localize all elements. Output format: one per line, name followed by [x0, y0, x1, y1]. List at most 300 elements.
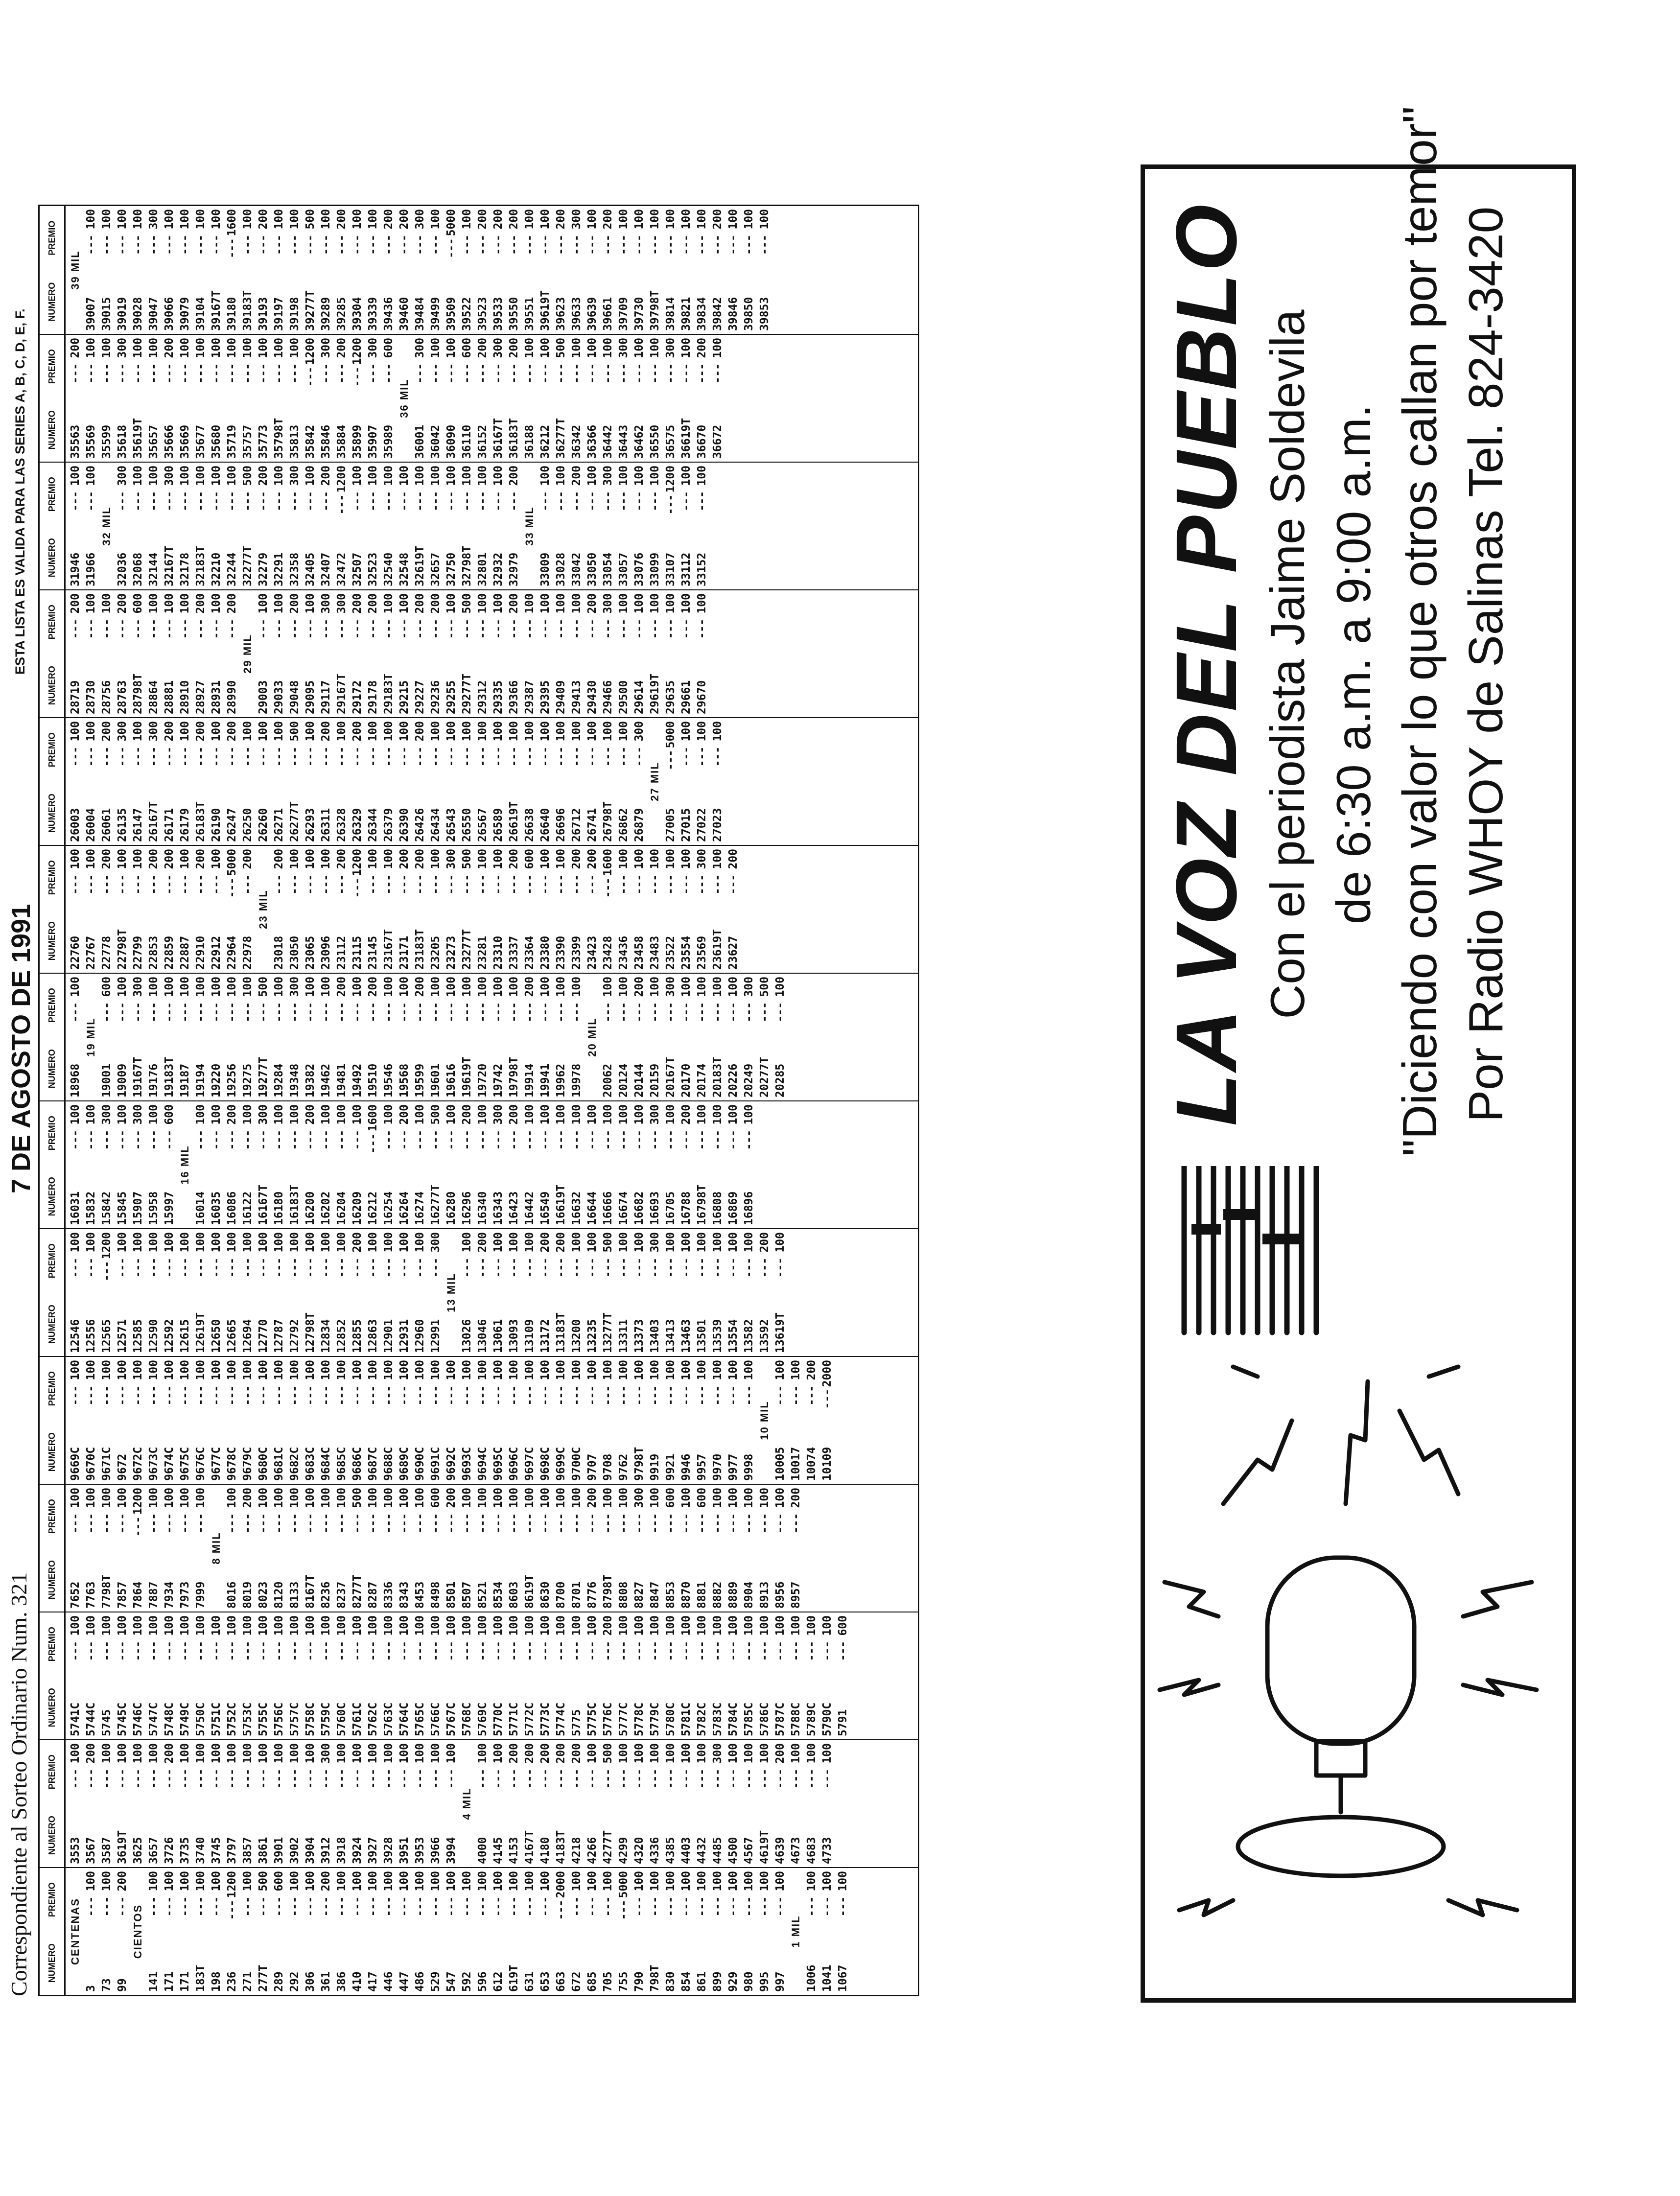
- prize-amount: 100: [586, 1232, 599, 1253]
- prize-amount: 600: [523, 849, 536, 869]
- row-separator: ---: [85, 1385, 97, 1406]
- ticket-number: 23436: [617, 935, 630, 970]
- ticket-number: 705: [602, 1971, 614, 1992]
- ticket-number: 28910: [179, 680, 191, 714]
- ticket-number: 28881: [163, 680, 176, 714]
- prize-amount: 100: [680, 209, 693, 230]
- ticket-number: 39047: [147, 297, 160, 331]
- ticket-number: 3567: [85, 1837, 97, 1864]
- row-separator: ---: [539, 1002, 552, 1023]
- result-row: [616, 1615, 631, 1736]
- prize-amount: 100: [179, 338, 191, 358]
- result-row: [381, 593, 397, 714]
- result-row: [193, 1871, 209, 1992]
- prize-amount: 200: [194, 849, 207, 869]
- result-row: [68, 338, 83, 459]
- ticket-number: 36188: [523, 424, 536, 459]
- ticket-number: 8853: [664, 1581, 677, 1609]
- row-separator: ---: [696, 1896, 708, 1917]
- ticket-number: 35798T: [273, 418, 285, 459]
- result-row: [209, 1232, 224, 1353]
- result-row: [318, 1743, 334, 1864]
- prize-amount: 100: [508, 1360, 520, 1380]
- group-heading: [647, 721, 663, 842]
- result-row: [303, 721, 318, 842]
- prize-amount: 100: [476, 593, 489, 614]
- prize-amount: 100: [821, 1871, 834, 1892]
- prize-amount: 200: [398, 209, 411, 230]
- result-row: [177, 1360, 193, 1481]
- result-row: [162, 721, 177, 842]
- prize-amount: 100: [147, 977, 160, 997]
- ticket-number: 8827: [633, 1581, 646, 1609]
- prize-amount: 100: [539, 1615, 552, 1636]
- ticket-number: 12556: [85, 1319, 97, 1353]
- prize-amount: 100: [132, 1360, 144, 1380]
- row-separator: ---: [555, 1002, 567, 1023]
- ticket-number: 39523: [476, 297, 489, 331]
- group-heading-label: 16 MIL: [179, 1145, 191, 1185]
- prize-amount: 100: [367, 1488, 379, 1508]
- prize-amount: 300: [320, 1743, 332, 1764]
- ticket-number: 16340: [476, 1191, 489, 1225]
- group-heading-label: 13 MIL: [445, 1273, 457, 1312]
- ticket-number: 26390: [398, 808, 411, 842]
- prize-amount: 200: [492, 209, 505, 230]
- ticket-number: 854: [680, 1971, 693, 1992]
- group-heading-label: 8 MIL: [210, 1532, 222, 1565]
- result-row: [224, 1615, 240, 1736]
- prize-amount: 100: [414, 1488, 426, 1508]
- prize-amount: 100: [69, 1104, 82, 1125]
- ticket-number: 39460: [398, 297, 411, 331]
- ticket-number: 3740: [194, 1837, 207, 1864]
- prize-amount: 100: [743, 1104, 755, 1125]
- prize-amount: 100: [774, 1232, 787, 1253]
- prize-amount: 200: [163, 1743, 176, 1764]
- prize-amount: 100: [555, 593, 567, 614]
- prize-amount: 100: [335, 1488, 348, 1508]
- prize-amount: 100: [461, 1360, 473, 1380]
- ticket-number: 5788C: [790, 1702, 802, 1736]
- group-heading: [209, 1488, 224, 1609]
- header-number-label: NUMERO: [47, 1560, 57, 1600]
- prize-amount: 100: [116, 1232, 129, 1253]
- ticket-number: 32540: [382, 552, 395, 586]
- result-row: [600, 1232, 616, 1353]
- row-separator: ---: [586, 618, 599, 639]
- prize-amount: 100: [696, 209, 708, 230]
- prize-amount: 100: [445, 466, 458, 486]
- row-separator: ---: [288, 1385, 301, 1406]
- prize-amount: 100: [382, 1104, 395, 1125]
- ticket-number: 5789C: [805, 1702, 818, 1736]
- row-separator: ---: [194, 1385, 207, 1406]
- row-separator: ---: [116, 1257, 129, 1278]
- prize-amount: 100: [351, 466, 364, 486]
- prize-amount: 100: [194, 977, 207, 997]
- ticket-number: 26171: [163, 808, 176, 842]
- prize-amount: 200: [163, 849, 176, 869]
- prize-amount: 100: [508, 1488, 520, 1508]
- row-separator: ---: [429, 1129, 442, 1150]
- row-separator: ---: [288, 1768, 301, 1789]
- ticket-number: 26640: [539, 808, 552, 842]
- result-row: [350, 338, 365, 459]
- result-row: [443, 593, 459, 714]
- ticket-number: 755: [617, 1971, 630, 1992]
- ticket-number: 7973: [179, 1581, 191, 1609]
- ticket-number: 16619T: [555, 1184, 567, 1225]
- prize-amount: 100: [288, 338, 301, 358]
- group-heading: [68, 1871, 83, 1992]
- row-separator: ---: [116, 363, 129, 384]
- result-row: [287, 338, 303, 459]
- prize-amount: 100: [241, 1743, 254, 1764]
- row-separator: ---: [241, 363, 254, 384]
- prize-amount: 200: [790, 1488, 802, 1508]
- prize-amount: 200: [523, 977, 536, 997]
- prize-amount: 100: [649, 1488, 661, 1508]
- ticket-number: 5783C: [711, 1702, 724, 1736]
- result-row: [162, 1360, 177, 1481]
- result-row: [318, 721, 334, 842]
- ticket-number: 39846: [727, 297, 740, 331]
- result-row: [459, 721, 475, 842]
- result-row: [835, 1615, 851, 1736]
- row-separator: ---: [382, 1768, 395, 1789]
- row-separator: ---: [367, 491, 379, 512]
- row-separator: ---: [664, 749, 677, 771]
- prize-amount: 200: [711, 209, 724, 230]
- prize-amount: 100: [461, 721, 473, 742]
- row-separator: ---: [461, 491, 473, 512]
- results-table: [38, 205, 919, 1996]
- ticket-number: 39007: [85, 297, 97, 331]
- row-separator: ---: [492, 1640, 505, 1661]
- result-row: [397, 1871, 412, 1992]
- row-separator: ---: [69, 1002, 82, 1023]
- ticket-number: 20285: [774, 1063, 787, 1098]
- row-separator: ---: [210, 1002, 223, 1023]
- ticket-number: 5769C: [476, 1702, 489, 1736]
- row-separator: ---: [523, 363, 536, 384]
- ticket-number: 22799: [132, 935, 144, 970]
- result-row: [569, 1488, 584, 1609]
- prize-amount: 100: [461, 1615, 473, 1636]
- prize-amount: 300: [257, 1104, 270, 1125]
- row-separator: ---: [382, 1385, 395, 1406]
- result-row: [209, 721, 224, 842]
- result-row: [365, 977, 381, 1098]
- row-separator: ---: [273, 1896, 285, 1917]
- row-separator: ---: [241, 746, 254, 767]
- ticket-number: 15842: [100, 1191, 113, 1225]
- ticket-number: 23364: [523, 935, 536, 970]
- result-row: [804, 1615, 819, 1736]
- result-row: [694, 721, 710, 842]
- row-separator: ---: [179, 1002, 191, 1023]
- row-separator: ---: [508, 491, 520, 512]
- ticket-number: 23423: [586, 935, 599, 970]
- result-row: [287, 1743, 303, 1864]
- result-row: [350, 977, 365, 1098]
- ticket-number: 35907: [367, 424, 379, 459]
- ticket-number: 99: [116, 1978, 129, 1992]
- result-row: [537, 466, 553, 586]
- result-row: [193, 1360, 209, 1481]
- result-row: [459, 593, 475, 714]
- prize-amount: 100: [492, 1488, 505, 1508]
- result-row: [412, 1615, 428, 1736]
- row-separator: ---: [367, 1257, 379, 1278]
- ticket-number: 198: [210, 1971, 223, 1992]
- prize-amount: 100: [335, 1871, 348, 1892]
- result-row: [569, 721, 584, 842]
- result-row: [616, 593, 631, 714]
- prize-amount: 200: [633, 977, 646, 997]
- row-separator: ---: [586, 1896, 599, 1917]
- prize-amount: 100: [429, 721, 442, 742]
- row-separator: ---: [696, 1257, 708, 1278]
- row-separator: ---: [476, 1129, 489, 1150]
- row-separator: ---: [132, 491, 144, 512]
- row-separator: ---: [351, 491, 364, 512]
- result-row: [757, 1615, 772, 1736]
- result-row: [428, 1104, 443, 1225]
- row-separator: ---: [85, 363, 97, 384]
- result-row: [224, 1871, 240, 1992]
- row-separator: ---: [351, 1768, 364, 1789]
- ticket-number: 23171: [398, 935, 411, 970]
- row-separator: ---: [633, 363, 646, 384]
- prize-amount: 5000: [226, 849, 238, 876]
- prize-amount: 100: [649, 466, 661, 486]
- result-row: [804, 1743, 819, 1864]
- row-separator: ---: [210, 1640, 223, 1661]
- ticket-number: 3994: [445, 1837, 458, 1864]
- result-row: [741, 1488, 757, 1609]
- prize-amount: 100: [288, 1104, 301, 1125]
- prize-amount: 100: [805, 1615, 818, 1636]
- row-separator: ---: [241, 1896, 254, 1917]
- ticket-number: 36277T: [555, 418, 567, 459]
- ticket-number: 16296: [461, 1191, 473, 1225]
- prize-amount: 100: [194, 338, 207, 358]
- result-row: [318, 1488, 334, 1609]
- row-separator: ---: [539, 1896, 552, 1917]
- row-separator: ---: [649, 1768, 661, 1789]
- prize-amount: 100: [210, 1104, 223, 1125]
- prize-amount: 200: [335, 977, 348, 997]
- prize-amount: 100: [492, 1615, 505, 1636]
- row-separator: ---: [555, 1385, 567, 1406]
- ticket-number: 4277T: [602, 1830, 614, 1864]
- prize-amount: 100: [382, 1743, 395, 1764]
- ticket-number: 20124: [617, 1063, 630, 1098]
- result-row: [83, 593, 99, 714]
- ticket-number: 8619T: [523, 1574, 536, 1609]
- row-separator: ---: [602, 1640, 614, 1661]
- result-row: [287, 1104, 303, 1225]
- ticket-number: 9697C: [523, 1447, 536, 1481]
- row-separator: ---: [570, 1640, 583, 1661]
- row-separator: ---: [523, 618, 536, 639]
- prize-amount: 100: [382, 977, 395, 997]
- prize-amount: 100: [445, 1360, 458, 1380]
- result-row: [68, 977, 83, 1098]
- result-row: [647, 466, 663, 586]
- prize-amount: 100: [414, 1360, 426, 1380]
- prize-amount: 100: [445, 593, 458, 614]
- prize-amount: 100: [414, 1743, 426, 1764]
- result-row: [537, 849, 553, 970]
- result-row: [631, 466, 647, 586]
- row-separator: ---: [696, 746, 708, 767]
- row-separator: ---: [194, 618, 207, 639]
- row-separator: ---: [69, 491, 82, 512]
- prize-amount: 100: [539, 977, 552, 997]
- row-separator: ---: [555, 491, 567, 512]
- row-separator: ---: [570, 618, 583, 639]
- row-separator: ---: [194, 874, 207, 895]
- row-separator: ---: [727, 1385, 740, 1406]
- ticket-number: 39814: [664, 297, 677, 331]
- result-row: [240, 977, 256, 1098]
- ticket-number: 23627: [727, 935, 740, 970]
- ticket-number: 306: [304, 1971, 317, 1992]
- prize-amount: 300: [711, 1743, 724, 1764]
- ticket-number: 861: [696, 1971, 708, 1992]
- ticket-number: 26147: [132, 808, 144, 842]
- group-heading-label: 36 MIL: [398, 378, 410, 418]
- row-separator: ---: [758, 234, 771, 255]
- ticket-number: 19599: [414, 1063, 426, 1098]
- prize-amount: 200: [351, 1232, 364, 1253]
- ticket-number: 4218: [570, 1837, 583, 1864]
- row-separator: ---: [429, 874, 442, 895]
- ticket-number: 271: [241, 1971, 254, 1992]
- ticket-number: 36152: [476, 424, 489, 459]
- ticket-number: 3587: [100, 1837, 113, 1864]
- row-separator: ---: [116, 1002, 129, 1023]
- ticket-number: 798T: [649, 1964, 661, 1992]
- radio-advertisement: [1141, 106, 1576, 2003]
- ticket-number: 4639: [774, 1837, 787, 1864]
- prize-amount: 100: [351, 1871, 364, 1892]
- ticket-number: 5791: [837, 1709, 849, 1736]
- row-separator: ---: [335, 618, 348, 639]
- ticket-number: 39821: [680, 297, 693, 331]
- ticket-number: 16693: [649, 1191, 661, 1225]
- ticket-number: 23183T: [414, 929, 426, 970]
- row-separator: ---: [617, 746, 630, 767]
- ticket-number: 23018: [273, 935, 285, 970]
- result-row: [381, 1743, 397, 1864]
- ticket-number: 13061: [492, 1319, 505, 1353]
- prize-amount: 100: [257, 1615, 270, 1636]
- ticket-number: 20062: [602, 1063, 614, 1098]
- row-separator: ---: [539, 1257, 552, 1278]
- ticket-number: 7652: [69, 1581, 82, 1609]
- row-separator: ---: [288, 746, 301, 767]
- result-row: [475, 1615, 490, 1736]
- result-row: [115, 1743, 130, 1864]
- ticket-number: 35599: [100, 424, 113, 459]
- result-row: [616, 1871, 631, 1992]
- row-separator: ---: [367, 1768, 379, 1789]
- row-separator: ---: [633, 1257, 646, 1278]
- ticket-number: 26589: [492, 808, 505, 842]
- prize-amount: 100: [570, 1104, 583, 1125]
- row-separator: ---: [445, 1896, 458, 1917]
- ticket-number: 5766C: [429, 1702, 442, 1736]
- row-separator: ---: [304, 1768, 317, 1789]
- ticket-number: 13235: [586, 1319, 599, 1353]
- ticket-number: 31966: [85, 552, 97, 586]
- result-row: [553, 1232, 569, 1353]
- row-separator: ---: [288, 363, 301, 384]
- result-row: [569, 209, 584, 331]
- result-row: [694, 1360, 710, 1481]
- prize-amount: 100: [179, 1488, 191, 1508]
- prize-amount: 100: [476, 1615, 489, 1636]
- result-row: [68, 1615, 83, 1736]
- result-row: [443, 209, 459, 331]
- row-separator: ---: [69, 618, 82, 639]
- ticket-number: 26862: [617, 808, 630, 842]
- ticket-number: 9695C: [492, 1447, 505, 1481]
- ticket-number: 39028: [132, 297, 144, 331]
- row-separator: ---: [273, 746, 285, 767]
- lottery-results: [6, 205, 926, 1996]
- group-heading: [459, 1743, 475, 1864]
- row-separator: ---: [586, 746, 599, 767]
- result-row: [68, 466, 83, 586]
- header-number-label: NUMERO: [47, 794, 57, 833]
- prize-amount: 300: [602, 593, 614, 614]
- results-column: [66, 462, 918, 589]
- row-separator: ---: [727, 1513, 740, 1534]
- result-row: [162, 1743, 177, 1864]
- prize-amount: 100: [743, 1871, 755, 1892]
- prize-amount: 200: [257, 209, 270, 230]
- ticket-number: 9669C: [69, 1447, 82, 1481]
- row-separator: ---: [116, 618, 129, 639]
- row-separator: ---: [711, 363, 724, 384]
- row-separator: ---: [523, 1896, 536, 1917]
- ticket-number: 23380: [539, 935, 552, 970]
- result-row: [663, 209, 678, 331]
- prize-amount: 200: [508, 1104, 520, 1125]
- result-row: [647, 1615, 663, 1736]
- row-separator: ---: [617, 1002, 630, 1023]
- ticket-number: 39079: [179, 297, 191, 331]
- result-row: [115, 1615, 130, 1736]
- prize-amount: 100: [429, 1743, 442, 1764]
- row-separator: ---: [492, 234, 505, 255]
- prize-amount: 100: [743, 1360, 755, 1380]
- prize-amount: 100: [539, 1488, 552, 1508]
- ticket-number: 672: [570, 1971, 583, 1992]
- prize-amount: 100: [523, 1360, 536, 1380]
- prize-amount: 100: [304, 466, 317, 486]
- row-separator: ---: [570, 874, 583, 895]
- prize-amount: 100: [774, 1360, 787, 1380]
- prize-amount: 100: [664, 1743, 677, 1764]
- ticket-number: 33054: [602, 552, 614, 586]
- prize-amount: 500: [257, 1871, 270, 1892]
